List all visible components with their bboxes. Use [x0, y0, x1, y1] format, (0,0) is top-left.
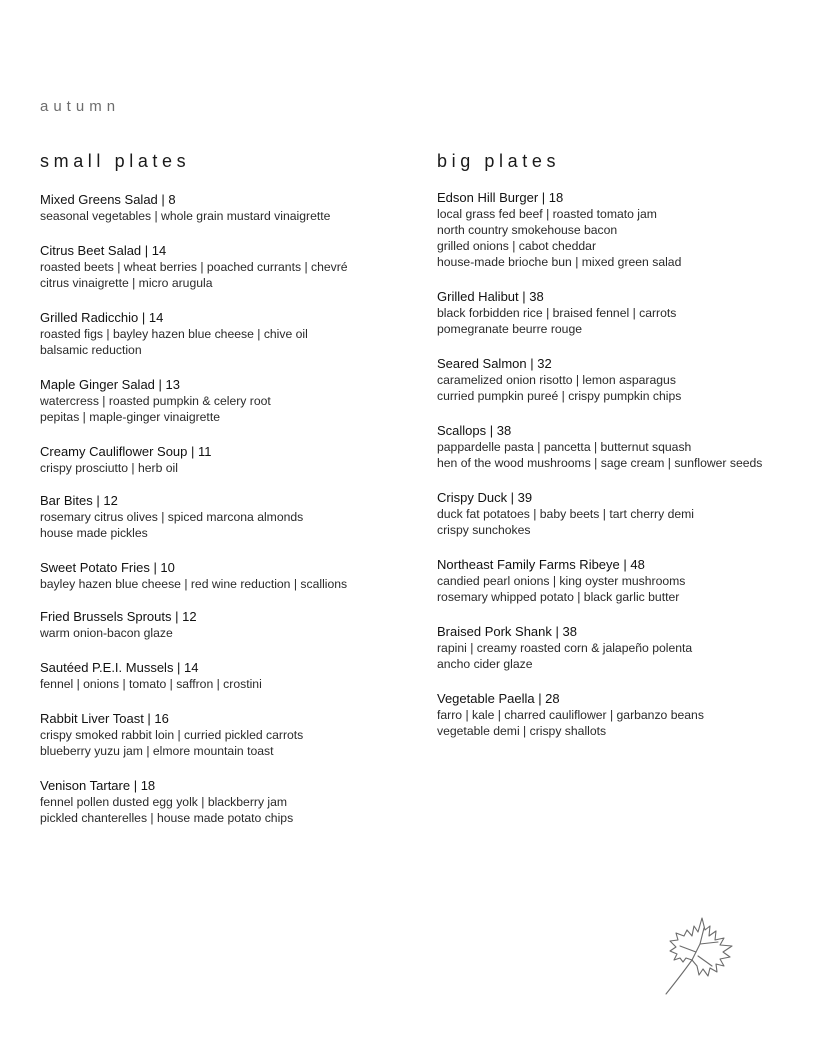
- dish-description: warm onion-bacon glaze: [40, 626, 173, 640]
- dish-description: north country smokehouse bacon: [437, 223, 618, 237]
- dish-description: bayley hazen blue cheese | red wine reduction | scallions: [40, 577, 348, 591]
- dish-citrus-beet-salad: [40, 242, 410, 291]
- dish-bar-bites: [40, 492, 410, 541]
- dish-name: Crispy Duck | 39: [437, 490, 533, 505]
- dish-description: fennel | onions | tomato | saffron | crostini: [40, 677, 262, 691]
- dish-description: duck fat potatoes | baby beets | tart cherry demi: [437, 507, 694, 521]
- dish-name: Creamy Cauliflower Soup | 11: [40, 444, 212, 459]
- dish-fried-brussels-sprouts: [40, 608, 410, 641]
- dish-description: roasted figs | bayley hazen blue cheese | chive oil: [40, 327, 308, 341]
- dish-crispy-duck: [437, 489, 807, 538]
- dish-braised-pork-shank: [437, 623, 807, 672]
- big-plates-list: [437, 189, 807, 739]
- dish-description: roasted beets | wheat berries | poached currants | chevré: [40, 260, 348, 274]
- dish-description: farro | kale | charred cauliflower | garbanzo beans: [437, 708, 704, 722]
- dish-maple-ginger-salad: [40, 376, 410, 425]
- dish-name: Bar Bites | 12: [40, 493, 118, 508]
- dish-seared-salmon: [437, 355, 807, 404]
- dish-description: seasonal vegetables | whole grain mustard vinaigrette: [40, 209, 331, 223]
- dish-name: Braised Pork Shank | 38: [437, 624, 577, 639]
- dish-description: ancho cider glaze: [437, 657, 533, 671]
- dish-description: pappardelle pasta | pancetta | butternut squash: [437, 440, 692, 454]
- dish-description: rosemary citrus olives | spiced marcona almonds: [40, 510, 304, 524]
- dish-name: Sautéed P.E.I. Mussels | 14: [40, 660, 199, 675]
- dish-grilled-radicchio: [40, 309, 410, 358]
- dish-description: vegetable demi | crispy shallots: [437, 724, 607, 738]
- dish-scallops: [437, 422, 807, 471]
- dish-description: house made pickles: [40, 526, 148, 540]
- dish-grilled-halibut: [437, 288, 807, 337]
- dish-description: crispy smoked rabbit loin | curried pickled carrots: [40, 728, 304, 742]
- dish-description: house-made brioche bun | mixed green salad: [437, 255, 682, 269]
- dish-northeast-family-farms-ribeye: [437, 556, 807, 605]
- dish-sauteed-p-e-i-mussels: [40, 659, 410, 692]
- dish-creamy-cauliflower-soup: [40, 443, 410, 476]
- dish-description: pomegranate beurre rouge: [437, 322, 582, 336]
- dish-description: rapini | creamy roasted corn & jalapeño polenta: [437, 641, 693, 655]
- dish-name: Vegetable Paella | 28: [437, 691, 560, 706]
- small-plates-list: [40, 191, 410, 826]
- dish-edson-hill-burger: [437, 189, 807, 270]
- dish-description: hen of the wood mushrooms | sage cream | sunflower seeds: [437, 456, 763, 470]
- dish-vegetable-paella: [437, 690, 807, 739]
- dish-name: Rabbit Liver Toast | 16: [40, 711, 169, 726]
- dish-name: Edson Hill Burger | 18: [437, 190, 564, 205]
- dish-description: grilled onions | cabot cheddar: [437, 239, 596, 253]
- big-plates-title: big plates: [437, 151, 561, 171]
- dish-rabbit-liver-toast: [40, 710, 410, 759]
- dish-name: Seared Salmon | 32: [437, 356, 552, 371]
- dish-name: Northeast Family Farms Ribeye | 48: [437, 557, 645, 572]
- dish-name: Maple Ginger Salad | 13: [40, 377, 180, 392]
- dish-description: watercress | roasted pumpkin & celery root: [40, 394, 271, 408]
- dish-sweet-potato-fries: [40, 559, 410, 592]
- dish-description: citrus vinaigrette | micro arugula: [40, 276, 213, 290]
- dish-description: curried pumpkin pureé | crispy pumpkin chips: [437, 389, 682, 403]
- dish-name: Grilled Radicchio | 14: [40, 310, 164, 325]
- dish-name: Venison Tartare | 18: [40, 778, 156, 793]
- dish-description: blueberry yuzu jam | elmore mountain toast: [40, 744, 274, 758]
- dish-description: crispy sunchokes: [437, 523, 531, 537]
- dish-description: crispy prosciutto | herb oil: [40, 461, 178, 475]
- big-plates-section: [437, 150, 807, 739]
- dish-name: Fried Brussels Sprouts | 12: [40, 609, 197, 624]
- maple-leaf-icon: [656, 914, 740, 998]
- dish-description: candied pearl onions | king oyster mushrooms: [437, 574, 686, 588]
- dish-mixed-greens-salad: [40, 191, 410, 224]
- dish-description: balsamic reduction: [40, 343, 142, 357]
- dish-venison-tartare: [40, 777, 410, 826]
- dish-description: black forbidden rice | braised fennel | carrots: [437, 306, 677, 320]
- dish-description: rosemary whipped potato | black garlic butter: [437, 590, 680, 604]
- small-plates-title: small plates: [40, 151, 191, 171]
- dish-name: Sweet Potato Fries | 10: [40, 560, 175, 575]
- dish-description: pickled chanterelles | house made potato chips: [40, 811, 294, 825]
- dish-name: Citrus Beet Salad | 14: [40, 243, 167, 258]
- dish-description: fennel pollen dusted egg yolk | blackberry jam: [40, 795, 288, 809]
- season-title: autumn: [40, 98, 121, 115]
- dish-description: caramelized onion risotto | lemon asparagus: [437, 373, 676, 387]
- dish-description: local grass fed beef | roasted tomato jam: [437, 207, 657, 221]
- dish-name: Scallops | 38: [437, 423, 512, 438]
- small-plates-section: [40, 150, 410, 826]
- dish-name: Grilled Halibut | 38: [437, 289, 544, 304]
- dish-name: Mixed Greens Salad | 8: [40, 192, 176, 207]
- dish-description: pepitas | maple-ginger vinaigrette: [40, 410, 220, 424]
